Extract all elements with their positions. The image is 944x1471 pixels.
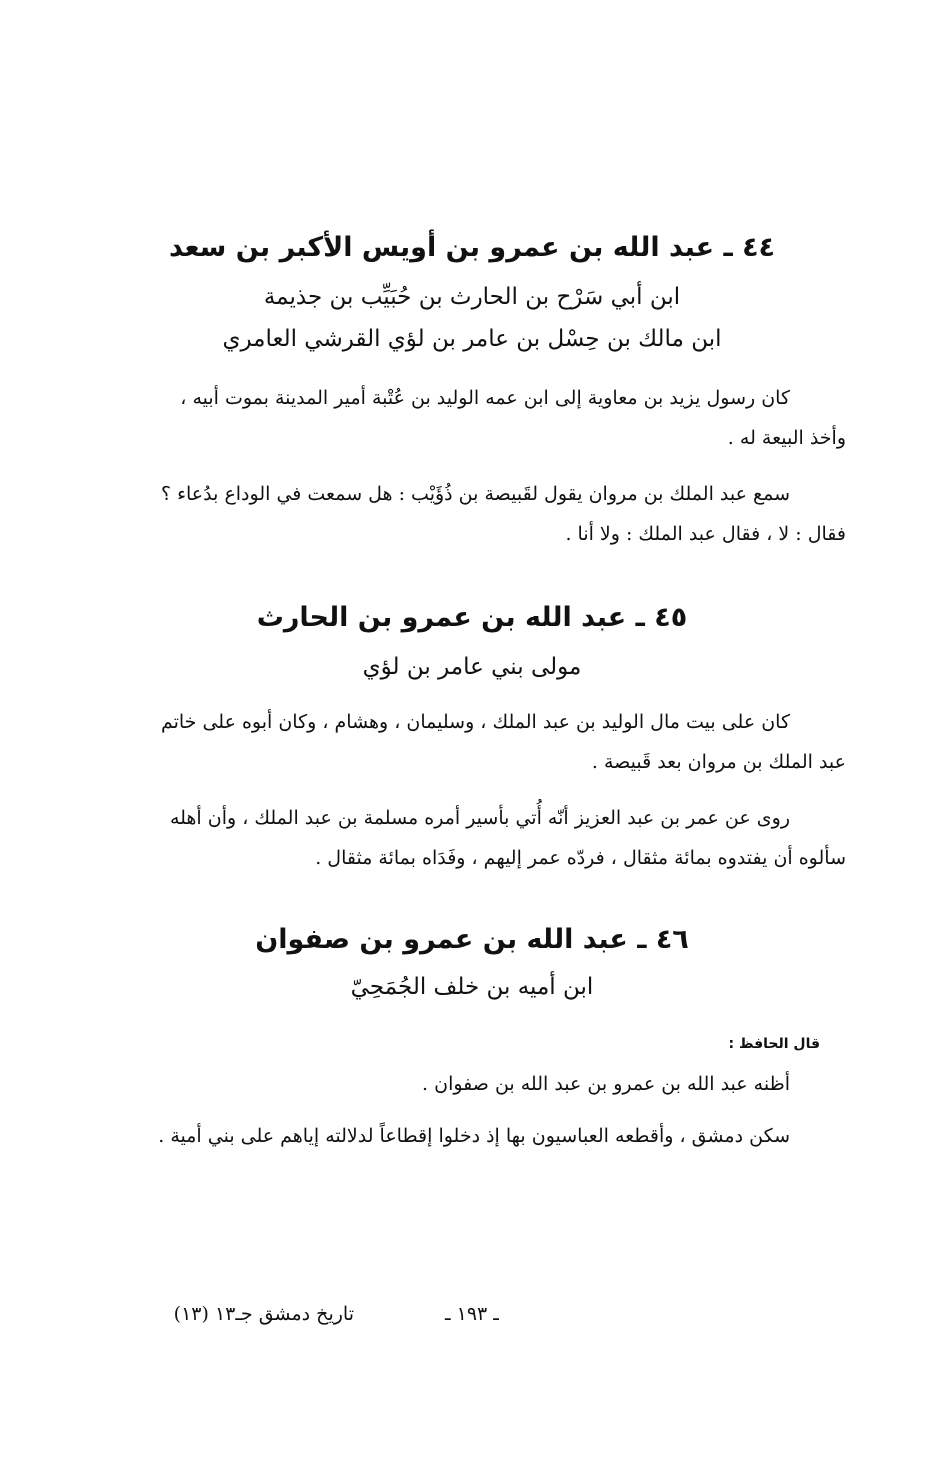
entry-45-lineage-line-1: مولى بني عامر بن لؤي: [362, 654, 582, 680]
entry-46-heading: ٤٦ ـ عبد الله بن عمرو بن صفوان: [255, 924, 689, 955]
entry-45-paragraph-1: [95, 702, 846, 782]
paragraph-line: أظنه عبد الله بن عمرو بن عبد الله بن صفوان .: [422, 1073, 790, 1095]
paragraph-line: سألوه أن يفتدوه بمائة مثقال ، فردّه عمر إليهم ، وفَدَاه بمائة مثقال .: [315, 847, 846, 869]
paragraph-line: كان على بيت مال الوليد بن عبد الملك ، وسليمان ، وهشام ، وكان أبوه على خاتم: [160, 711, 790, 733]
hafiz-label: قال الحافظ :: [728, 1036, 820, 1052]
paragraph-line: سمع عبد الملك بن مروان يقول لقَبيصة بن ذُؤَيْب : هل سمعت في الوداع بدُعاء ؟: [160, 483, 790, 505]
paragraph-line: كان رسول يزيد بن معاوية إلى ابن عمه الوليد بن عُتْبة أمير المدينة بموت أبيه ،: [180, 387, 790, 409]
paragraph-line: فقال : لا ، فقال عبد الملك : ولا أنا .: [565, 523, 846, 545]
entry-45-heading: ٤٥ ـ عبد الله بن عمرو بن الحارث: [256, 602, 688, 633]
entry-44-lineage-line-1: ابن أبي سَرْح بن الحارث بن حُبَيِّب بن جذيمة: [263, 284, 681, 310]
entry-46-paragraph-2: [95, 1116, 846, 1156]
entry-46-lineage-line-1: ابن أميه بن خلف الجُمَحِيّ: [350, 974, 594, 1000]
paragraph-line: عبد الملك بن مروان بعد قَبيصة .: [591, 751, 846, 773]
paragraph-line: سكن دمشق ، وأقطعه العباسيون بها إذ دخلوا إقطاعاً لدلالته إياهم على بني أمية .: [158, 1125, 790, 1147]
footer-book-title: تاريخ دمشق جـ١٣ (١٣): [173, 1303, 354, 1325]
paragraph-line: وأخذ البيعة له .: [727, 427, 846, 449]
entry-44-paragraph-1: [95, 378, 846, 458]
entry-44-lineage-line-2: ابن مالك بن حِسْل بن عامر بن لؤي القرشي العامري: [222, 326, 722, 352]
paragraph-line: روى عن عمر بن عبد العزيز أنّه أُتي بأسير أمره مسلمة بن عبد الملك ، وأن أهله: [169, 807, 790, 829]
footer-page-number: ـ ١٩٣ ـ: [445, 1303, 499, 1325]
entry-45-paragraph-2: [95, 798, 846, 878]
entry-46-paragraph-1: [95, 1064, 846, 1104]
entry-44-heading: ٤٤ ـ عبد الله بن عمرو بن أويس الأكبر بن سعد: [168, 232, 776, 263]
entry-44-paragraph-2: [95, 474, 846, 554]
